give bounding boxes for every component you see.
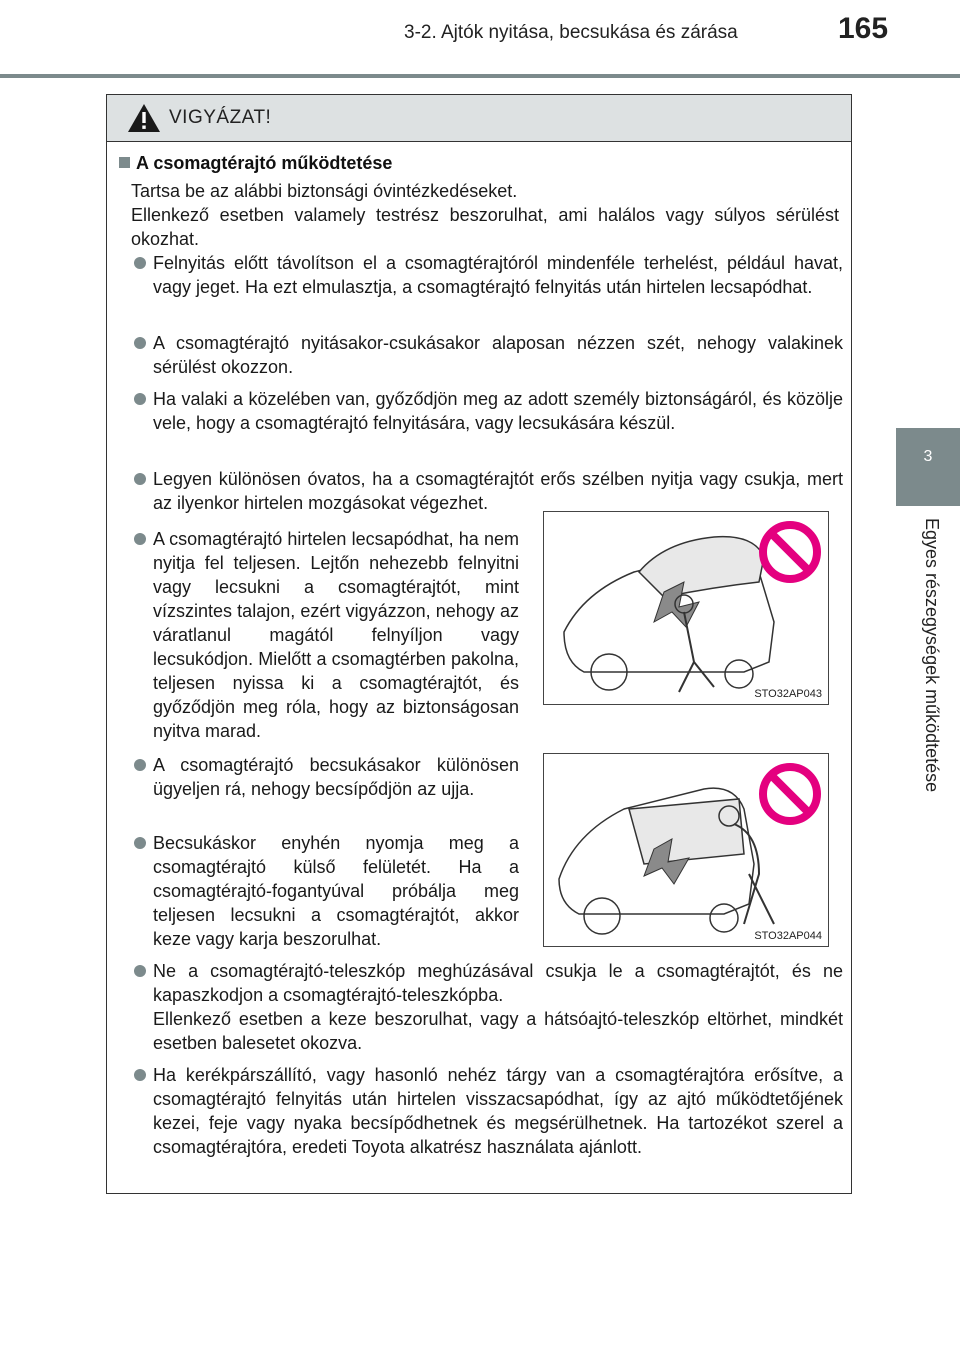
prohibition-icon xyxy=(758,520,822,584)
bullet-text: A csomagtérajtó nyitásakor-csukásakor alaposan nézzen szét, nehogy valakinek sérülést okozzon. xyxy=(153,333,843,377)
bullet-item xyxy=(153,753,519,801)
bullet-text: A csomagtérajtó becsukásakor különösen ügyeljen rá, nehogy becsípődjön az ujja. xyxy=(153,755,519,799)
bullet-text: Ha kerékpárszállító, vagy hasonló nehéz tárgy van a csomagtérajtóra erősítve, a csomagtérajtó felnyitás után hirtelen visszacsapódhat, így az ajtó működtetőjének kezei, feje vagy nyaka becsípődhetnek és megsérülhetnek. Ha tartozékot szerel a csomagtérajtóra, eredeti Toyota alkatrész használata ajánlott. xyxy=(153,1065,843,1157)
bullet-dot-icon xyxy=(134,837,146,849)
figure-code: STO32AP043 xyxy=(754,688,822,700)
bullet-text: Ha valaki a közelében van, győződjön meg az adott személy biztonságáról, és közölje vele, hogy a csomagtérajtó felnyitására, vagy lecsukására készül. xyxy=(153,389,843,433)
bullet-item xyxy=(153,831,519,951)
bullet-dot-icon xyxy=(134,759,146,771)
warning-header xyxy=(107,95,851,142)
bullet-text-continuation: Ellenkező esetben a keze beszorulhat, vagy a hátsóajtó-teleszkóp eltörhet, mindkét esetben balesetet okozva. xyxy=(153,1009,843,1053)
bullet-dot-icon xyxy=(134,965,146,977)
warning-triangle-icon xyxy=(127,103,161,133)
bullet-text: Ne a csomagtérajtó-teleszkóp meghúzásával csukja le a csomagtérajtót, és ne kapaszkodjon a csomagtérajtó-teleszkópba. xyxy=(153,961,843,1005)
square-bullet-icon xyxy=(119,157,130,168)
illustration-figure-1 xyxy=(543,511,829,705)
bullet-dot-icon xyxy=(134,1069,146,1081)
bullet-text: A csomagtérajtó hirtelen lecsapódhat, ha nem nyitja fel teljesen. Lejtőn nehezebb felnyitni vagy lecsukni a csomagtérajtót, mint vízszintes talajon, ezért vigyázzon, nehogy az váratlanul magától felnyíljon vagy lecsukódjon. Mielőtt a csomagtérben pakolna, teljesen nyissa ki a csomagtérajtót, és győződjön meg róla, hogy az biztonságosan nyitva marad. xyxy=(153,529,519,741)
bullet-dot-icon xyxy=(134,533,146,545)
warning-box xyxy=(106,94,852,1194)
header-rule xyxy=(0,74,960,78)
illustration-figure-2 xyxy=(543,753,829,947)
chapter-tab-number: 3 xyxy=(923,448,933,465)
bullet-dot-icon xyxy=(134,473,146,485)
chapter-tab-label: Egyes részegységek működtetése xyxy=(922,518,942,793)
bullet-text: Legyen különösen óvatos, ha a csomagtérajtót erős szélben nyitja vagy csukja, mert az ilyenkor hirtelen mozgásokat végezhet. xyxy=(153,469,843,513)
section-heading xyxy=(119,153,392,174)
bullet-item xyxy=(153,527,519,743)
running-header-title: 3-2. Ajtók nyitása, becsukása és zárása xyxy=(404,22,738,43)
bullet-item xyxy=(153,1063,843,1159)
bullet-text: Felnyitás előtt távolítson el a csomagtérajtóról mindenféle terhelést, például havat, vagy jeget. Ha ezt elmulasztja, a csomagtérajtó felnyitás után hirtelen lecsapódhat. xyxy=(153,253,843,297)
bullet-item xyxy=(153,467,843,515)
page-number: 165 xyxy=(838,12,889,45)
bullet-item xyxy=(153,251,843,299)
bullet-item xyxy=(153,387,843,435)
bullet-dot-icon xyxy=(134,393,146,405)
bullet-dot-icon xyxy=(134,257,146,269)
intro-line-1: Tartsa be az alábbi biztonsági óvintézkedéseket. xyxy=(131,181,518,201)
prohibition-icon xyxy=(758,762,822,826)
section-heading-text: A csomagtérajtó működtetése xyxy=(136,153,393,173)
chapter-tab xyxy=(896,428,960,506)
bullet-item xyxy=(153,331,843,379)
figure-code: STO32AP044 xyxy=(754,930,822,942)
bullet-text: Becsukáskor enyhén nyomja meg a csomagtérajtó külső felületét. Ha a csomagtérajtó-fogantyúval próbálja meg teljesen lecsukni a csomagtérajtót, akkor keze vagy karja beszorulhat. xyxy=(153,833,519,949)
intro-line-2: Ellenkező esetben valamely testrész beszorulhat, ami halálos vagy súlyos sérülést okozhat. xyxy=(131,205,839,249)
warning-title: VIGYÁZAT! xyxy=(169,107,272,128)
bullet-item xyxy=(153,959,843,1055)
bullet-dot-icon xyxy=(134,337,146,349)
